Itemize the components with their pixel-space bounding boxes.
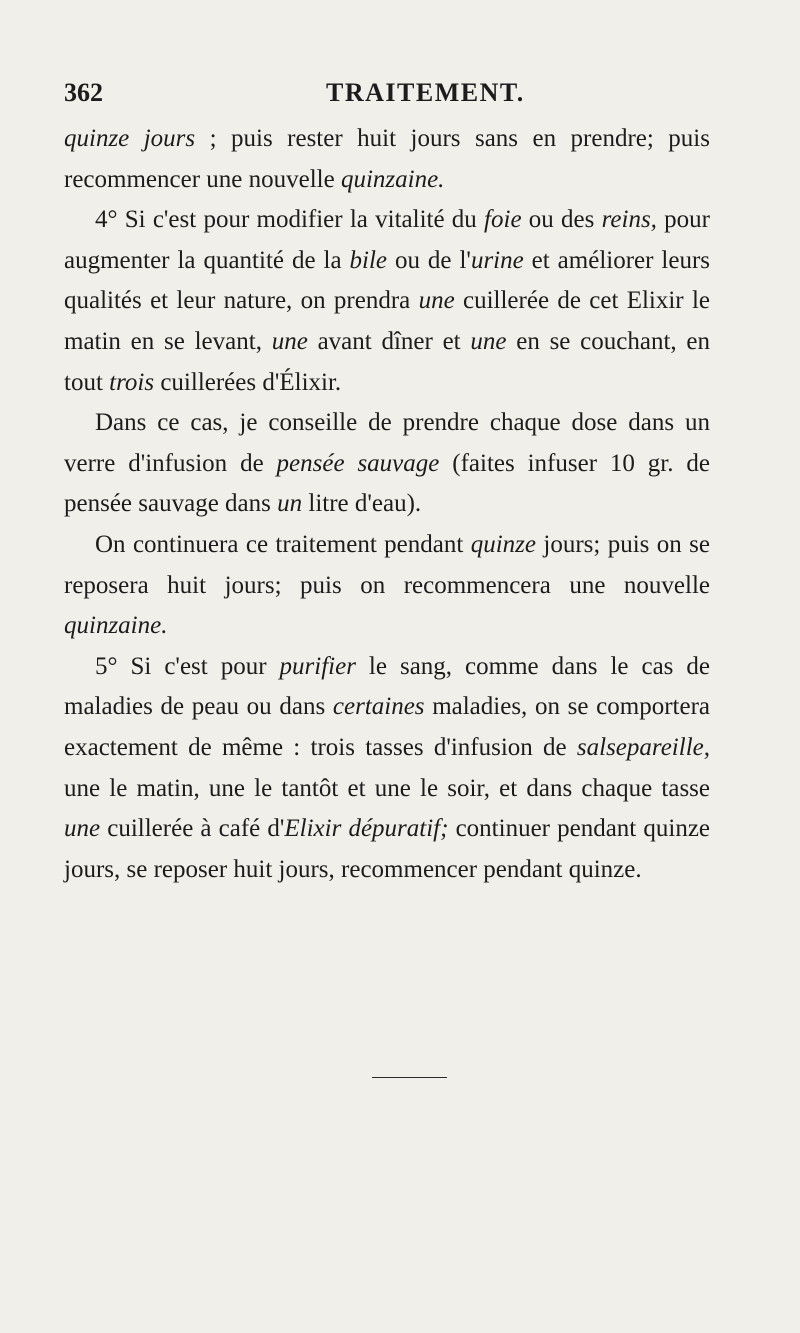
- paragraph-dose-advice: [64, 403, 710, 525]
- text-span: foie: [484, 206, 522, 234]
- paragraph-continuation-treatment: [64, 525, 710, 647]
- text-span: avant dîner et: [307, 327, 471, 355]
- text-span: quinzaine.: [340, 165, 445, 193]
- text-span: et améliorer leurs qualités et leur nature, on prendra: [64, 246, 711, 315]
- text-span: (faites infuser 10 gr. de pensée sauvage dans: [64, 449, 710, 518]
- text-span: ou des: [521, 206, 602, 234]
- text-span: certaines: [332, 693, 425, 721]
- text-span: jours; puis on se reposera huit jours; puis on recommencera une nouvelle: [64, 530, 710, 599]
- text-span: pour augmenter la quantité de la: [64, 206, 711, 274]
- text-span: bile: [349, 246, 388, 274]
- text-span: ; puis rester huit jours sans en prendre; puis recommencer une nouvelle: [64, 125, 710, 193]
- paragraph-item-4: [64, 200, 710, 403]
- text-span: quinzaine.: [64, 612, 168, 640]
- paragraph-continuation: [64, 119, 710, 200]
- text-span: continuer pendant quinze jours, se reposer huit jours, recommencer pendant quinze.: [64, 815, 711, 883]
- text-span: un: [277, 490, 303, 518]
- text-span: ou de l': [387, 246, 471, 274]
- text-span: cuillerée de cet Elixir le matin en se levant,: [64, 287, 710, 355]
- text-span: quinze jours: [64, 125, 196, 152]
- text-span: en se couchant, en tout: [64, 327, 710, 396]
- text-span: cuillerées d'Élixir.: [154, 368, 342, 396]
- text-span: Dans ce cas, je conseille de prendre chaque dose dans un verre d'infusion de: [64, 409, 710, 477]
- text-span: cuillerée à café d': [100, 815, 285, 843]
- text-span: une: [470, 327, 507, 355]
- body-text: [64, 119, 710, 890]
- text-span: une: [271, 327, 308, 355]
- text-span: le sang, comme dans le cas de maladies de peau ou dans: [64, 652, 710, 721]
- text-span: pensée sauvage: [276, 449, 440, 477]
- text-span: une: [418, 287, 455, 315]
- text-span: 4° Si c'est pour modifier la vitalité du: [95, 206, 485, 234]
- page-number: 362: [64, 78, 103, 107]
- text-span: une le matin, une le tantôt et une le soir, et dans chaque tasse: [64, 774, 710, 802]
- end-rule: [372, 1077, 447, 1078]
- text-span: quinze: [470, 530, 536, 558]
- text-span: salsepareille,: [576, 733, 710, 761]
- page-header: [64, 78, 704, 118]
- paragraph-item-5: [64, 647, 710, 891]
- text-span: maladies, on se comportera exactement de même : trois tasses d'infusion de: [64, 693, 710, 761]
- text-span: urine: [470, 246, 524, 274]
- running-title: TRAITEMENT.: [326, 78, 525, 107]
- text-span: une: [64, 815, 101, 843]
- text-span: litre d'eau).: [302, 490, 422, 518]
- text-span: purifier: [279, 652, 356, 680]
- text-span: On continuera ce traitement pendant: [95, 530, 471, 558]
- text-span: trois: [109, 368, 155, 396]
- text-span: 5° Si c'est pour: [95, 652, 280, 680]
- text-span: Elixir dépuratif;: [284, 815, 449, 843]
- text-span: reins,: [601, 206, 657, 234]
